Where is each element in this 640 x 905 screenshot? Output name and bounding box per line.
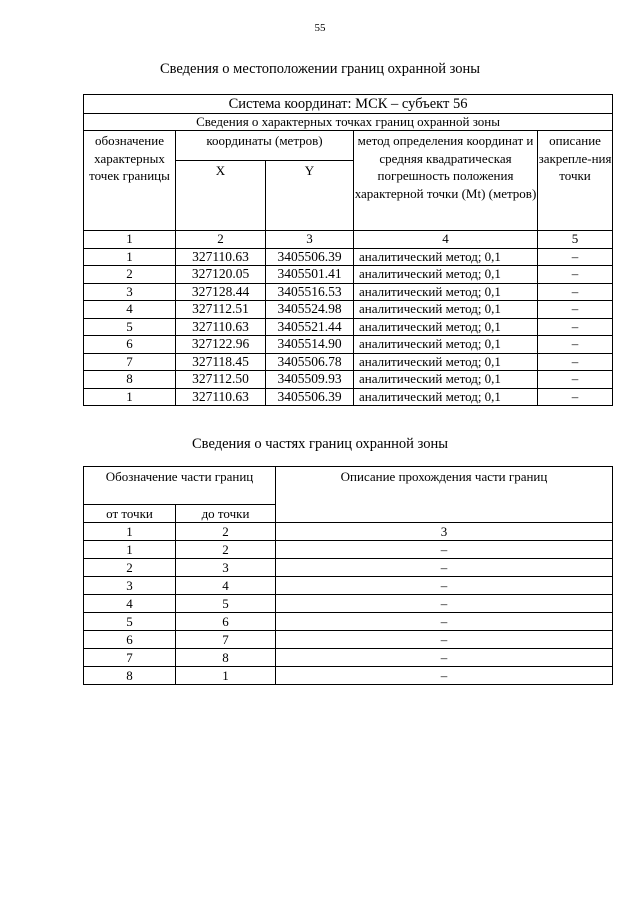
coordinate-y: 3405506.78 bbox=[266, 353, 354, 371]
part-description: – bbox=[276, 667, 613, 685]
coordinate-x: 327112.50 bbox=[176, 371, 266, 389]
coordinate-x: 327128.44 bbox=[176, 283, 266, 301]
fixing-cell: – bbox=[538, 248, 613, 266]
from-point: 3 bbox=[84, 577, 176, 595]
table-row bbox=[84, 318, 613, 336]
from-point: 1 bbox=[84, 541, 176, 559]
header-to-point: до точки bbox=[176, 505, 276, 523]
column-number: 1 bbox=[84, 523, 176, 541]
header-coordinates: координаты (метров) bbox=[176, 131, 354, 161]
method-cell: аналитический метод; 0,1 bbox=[354, 266, 538, 284]
to-point: 8 bbox=[176, 649, 276, 667]
column-number: 4 bbox=[354, 231, 538, 249]
point-number: 4 bbox=[84, 301, 176, 319]
table-row bbox=[84, 559, 613, 577]
table-row bbox=[84, 667, 613, 685]
column-number: 3 bbox=[276, 523, 613, 541]
from-point: 6 bbox=[84, 631, 176, 649]
fixing-cell: – bbox=[538, 318, 613, 336]
method-cell: аналитический метод; 0,1 bbox=[354, 283, 538, 301]
column-number: 1 bbox=[84, 231, 176, 249]
table-row bbox=[84, 631, 613, 649]
fixing-cell: – bbox=[538, 371, 613, 389]
column-number: 3 bbox=[266, 231, 354, 249]
section-title-boundaries: Сведения о местоположении границ охранной зоны bbox=[159, 61, 480, 77]
from-point: 7 bbox=[84, 649, 176, 667]
table-subtitle: Сведения о характерных точках границ охранной зоны bbox=[84, 114, 613, 131]
coordinate-y: 3405509.93 bbox=[266, 371, 354, 389]
part-description: – bbox=[276, 631, 613, 649]
method-cell: аналитический метод; 0,1 bbox=[354, 388, 538, 406]
part-description: – bbox=[276, 541, 613, 559]
table-row bbox=[84, 595, 613, 613]
header-parts-description: Описание прохождения части границ bbox=[276, 467, 613, 523]
part-description: – bbox=[276, 649, 613, 667]
to-point: 1 bbox=[176, 667, 276, 685]
to-point: 7 bbox=[176, 631, 276, 649]
method-cell: аналитический метод; 0,1 bbox=[354, 318, 538, 336]
table-row bbox=[84, 353, 613, 371]
table-row bbox=[84, 577, 613, 595]
method-cell: аналитический метод; 0,1 bbox=[354, 301, 538, 319]
point-number: 1 bbox=[84, 248, 176, 266]
fixing-cell: – bbox=[538, 336, 613, 354]
from-point: 8 bbox=[84, 667, 176, 685]
column-number: 2 bbox=[176, 523, 276, 541]
coordinate-y: 3405524.98 bbox=[266, 301, 354, 319]
part-description: – bbox=[276, 559, 613, 577]
point-number: 5 bbox=[84, 318, 176, 336]
header-x: X bbox=[176, 161, 266, 231]
part-description: – bbox=[276, 595, 613, 613]
page-number: 55 bbox=[314, 22, 326, 34]
coordinate-x: 327110.63 bbox=[176, 248, 266, 266]
part-description: – bbox=[276, 613, 613, 631]
coordinate-y: 3405506.39 bbox=[266, 248, 354, 266]
coordinate-y: 3405516.53 bbox=[266, 283, 354, 301]
from-point: 4 bbox=[84, 595, 176, 613]
table-row bbox=[84, 613, 613, 631]
header-fixing: описание закрепле-ния точки bbox=[538, 131, 613, 231]
from-point: 5 bbox=[84, 613, 176, 631]
fixing-cell: – bbox=[538, 266, 613, 284]
coordinate-y: 3405521.44 bbox=[266, 318, 354, 336]
coordinate-x: 327110.63 bbox=[176, 318, 266, 336]
table-row bbox=[84, 388, 613, 406]
coordinate-x: 327110.63 bbox=[176, 388, 266, 406]
coordinate-y: 3405506.39 bbox=[266, 388, 354, 406]
boundary-points-table bbox=[83, 94, 613, 406]
coordinate-x: 327120.05 bbox=[176, 266, 266, 284]
point-number: 6 bbox=[84, 336, 176, 354]
table-row bbox=[84, 266, 613, 284]
to-point: 4 bbox=[176, 577, 276, 595]
point-number: 3 bbox=[84, 283, 176, 301]
table-row bbox=[84, 541, 613, 559]
section-title-parts: Сведения о частях границ охранной зоны bbox=[192, 436, 448, 452]
fixing-cell: – bbox=[538, 283, 613, 301]
method-cell: аналитический метод; 0,1 bbox=[354, 248, 538, 266]
fixing-cell: – bbox=[538, 388, 613, 406]
table-row bbox=[84, 371, 613, 389]
table-row bbox=[84, 336, 613, 354]
coordinate-x: 327118.45 bbox=[176, 353, 266, 371]
point-number: 8 bbox=[84, 371, 176, 389]
method-cell: аналитический метод; 0,1 bbox=[354, 336, 538, 354]
header-from-point: от точки bbox=[84, 505, 176, 523]
header-y: Y bbox=[266, 161, 354, 231]
table-row bbox=[84, 248, 613, 266]
coordinate-x: 327122.96 bbox=[176, 336, 266, 354]
coordinate-y: 3405514.90 bbox=[266, 336, 354, 354]
to-point: 6 bbox=[176, 613, 276, 631]
to-point: 3 bbox=[176, 559, 276, 577]
fixing-cell: – bbox=[538, 353, 613, 371]
table-row bbox=[84, 649, 613, 667]
header-method: метод определения координат и средняя квадратическая погрешность положения характерной точки (Mt) (метров) bbox=[354, 131, 538, 231]
table-row bbox=[84, 301, 613, 319]
boundary-parts-table bbox=[83, 466, 613, 685]
column-number: 5 bbox=[538, 231, 613, 249]
to-point: 5 bbox=[176, 595, 276, 613]
coordinate-system: Система координат: МСК – субъект 56 bbox=[84, 95, 613, 114]
to-point: 2 bbox=[176, 541, 276, 559]
table-row bbox=[84, 283, 613, 301]
method-cell: аналитический метод; 0,1 bbox=[354, 353, 538, 371]
coordinate-y: 3405501.41 bbox=[266, 266, 354, 284]
fixing-cell: – bbox=[538, 301, 613, 319]
header-designation: обозначение характерных точек границы bbox=[84, 131, 176, 231]
coordinate-x: 327112.51 bbox=[176, 301, 266, 319]
point-number: 2 bbox=[84, 266, 176, 284]
method-cell: аналитический метод; 0,1 bbox=[354, 371, 538, 389]
point-number: 7 bbox=[84, 353, 176, 371]
from-point: 2 bbox=[84, 559, 176, 577]
header-parts-designation: Обозначение части границ bbox=[84, 467, 276, 505]
point-number: 1 bbox=[84, 388, 176, 406]
column-number: 2 bbox=[176, 231, 266, 249]
part-description: – bbox=[276, 577, 613, 595]
